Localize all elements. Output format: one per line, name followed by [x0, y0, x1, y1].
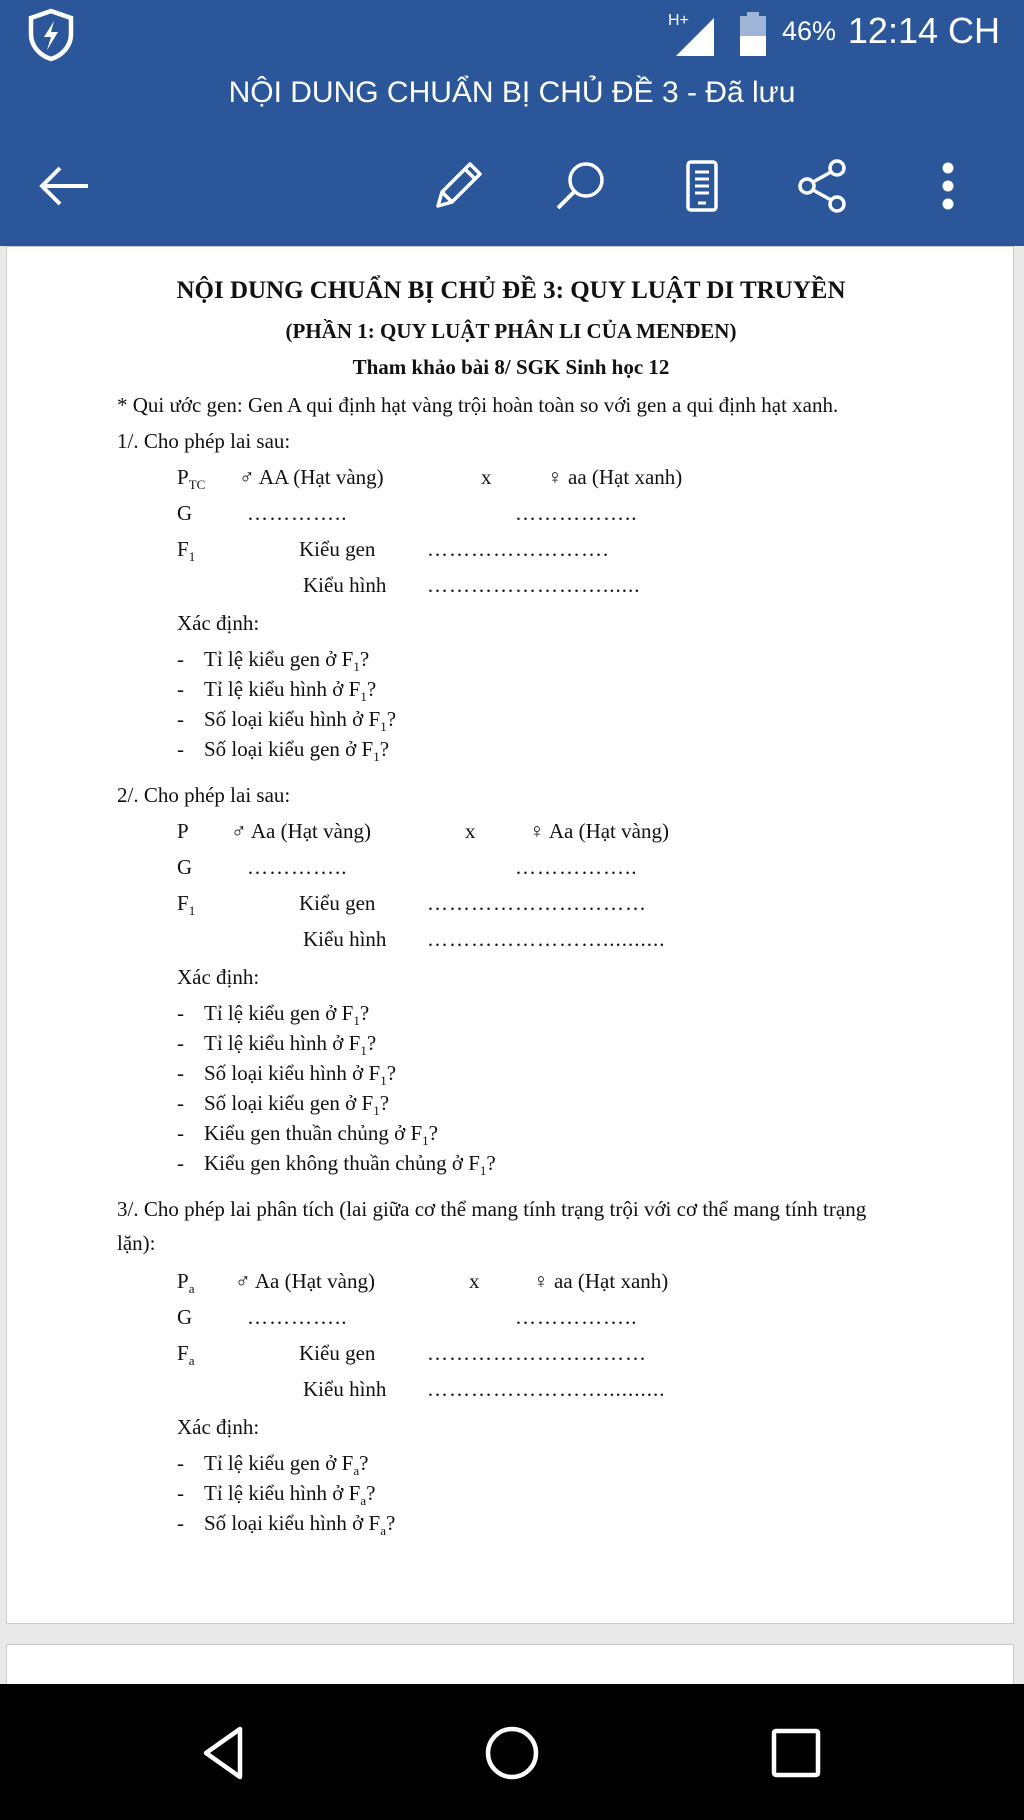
list-item: - Số loại kiểu hình ở $F_1$? — [177, 1061, 397, 1089]
list-item: - Tỉ lệ kiểu gen ở $F_1$? — [177, 647, 370, 675]
list-item: - Tỉ lệ kiểu gen ở $F_a$? — [177, 1451, 369, 1479]
section1-g-label: G — [177, 501, 193, 525]
doc-subtitle: (PHẦN 1: QUY LUẬT PHÂN LI CỦA MENĐEN) — [285, 319, 737, 343]
list-item: - Tỉ lệ kiểu hình ở $F_1$? — [177, 677, 377, 705]
list-item: - Số loại kiểu gen ở $F_1$? — [177, 1091, 390, 1119]
list-item: - Kiểu gen thuần chủng ở $F_1$? — [177, 1121, 438, 1149]
document-title: NỘI DUNG CHUẨN BỊ CHỦ ĐỀ 3 - Đã lưu — [228, 76, 796, 109]
section3-cross: x — [469, 1269, 480, 1293]
edit-button[interactable] — [422, 150, 494, 222]
section3-female-parent: ♀ aa (Hạt xanh) — [533, 1269, 669, 1293]
battery-percent: 46% — [782, 16, 837, 46]
section3-genotype-label: Kiểu gen — [299, 1341, 376, 1365]
list-item: - Tỉ lệ kiểu hình ở $F_a$? — [177, 1481, 376, 1509]
section2-genotype-label: Kiểu gen — [299, 891, 376, 915]
section2-female-parent: ♀ Aa (Hạt vàng) — [529, 819, 669, 843]
section2-g-blank1: ………….. — [247, 855, 348, 879]
section3-phenotype-blank: …………………….......... — [427, 1377, 666, 1401]
section3-phenotype-label: Kiểu hình — [303, 1377, 387, 1401]
section2-g-label: G — [177, 855, 193, 879]
section1-p-label: $P_{TC}$ — [177, 465, 206, 493]
section1-g-blank1: ………….. — [247, 501, 348, 525]
network-type: H+ — [668, 12, 689, 29]
doc-reference: Tham khảo bài 8/ SGK Sinh học 12 — [352, 355, 670, 379]
system-nav-bar — [0, 1684, 1024, 1820]
signal-icon — [674, 14, 716, 56]
toolbar — [0, 128, 1024, 246]
pencil-icon — [428, 156, 488, 216]
section3-heading-line1: 3/. Cho phép lai phân tích (lai giữa cơ thể mang tính trạng trội với cơ thể mang tính trạng — [117, 1197, 867, 1221]
nav-home-button[interactable] — [472, 1718, 552, 1788]
search-icon — [550, 156, 610, 216]
clock: 12:14 CH — [847, 10, 1000, 51]
section1-phenotype-label: Kiểu hình — [303, 573, 387, 597]
section2-g-blank2: …………….. — [515, 855, 638, 879]
reading-view-button[interactable] — [666, 150, 738, 222]
section1-f-label: $F_1$ — [177, 537, 196, 565]
nav-recents-button[interactable] — [756, 1718, 836, 1788]
doc-title: NỘI DUNG CHUẨN BỊ CHỦ ĐỀ 3: QUY LUẬT DI TRUYỀN — [176, 277, 846, 304]
section3-heading-line2: lặn): — [117, 1231, 156, 1255]
back-triangle-icon — [196, 1723, 256, 1783]
recents-square-icon — [766, 1723, 826, 1783]
list-item: - Số loại kiểu gen ở $F_1$? — [177, 737, 390, 765]
more-options-button[interactable] — [912, 150, 984, 222]
section2-heading: 2/. Cho phép lai sau: — [117, 783, 291, 807]
section2-genotype-blank: ………………………… — [427, 891, 647, 915]
status-bar — [0, 0, 1024, 66]
section1-male-parent: ♂ AA (Hạt vàng) — [239, 465, 384, 489]
section3-g-blank2: …………….. — [515, 1305, 638, 1329]
section3-p-label: $P_a$ — [177, 1269, 195, 1297]
section2-phenotype-blank: …………………….......... — [427, 927, 666, 951]
search-button[interactable] — [544, 150, 616, 222]
document-viewport[interactable] — [0, 246, 1024, 1684]
section2-male-parent: ♂ Aa (Hạt vàng) — [231, 819, 371, 843]
list-item: - Số loại kiểu hình ở $F_1$? — [177, 707, 397, 735]
document-page-next — [6, 1644, 1014, 1684]
section2-f-label: $F_1$ — [177, 891, 196, 919]
section2-phenotype-label: Kiểu hình — [303, 927, 387, 951]
section1-phenotype-blank: ……………………...... — [427, 573, 641, 597]
section3-g-blank1: ………….. — [247, 1305, 348, 1329]
section3-determine: Xác định: — [177, 1415, 260, 1439]
section1-determine: Xác định: — [177, 611, 260, 635]
section3-f-label: $F_a$ — [177, 1341, 195, 1369]
share-button[interactable] — [787, 150, 859, 222]
section1-genotype-blank: ……………………. — [427, 537, 610, 561]
section1-female-parent: ♀ aa (Hạt xanh) — [547, 465, 683, 489]
document-page — [6, 246, 1014, 1624]
section3-genotype-blank: ………………………… — [427, 1341, 647, 1365]
section3-g-label: G — [177, 1305, 193, 1329]
section3-male-parent: ♂ Aa (Hạt vàng) — [235, 1269, 375, 1293]
back-arrow-icon — [34, 156, 94, 216]
home-circle-icon — [482, 1723, 542, 1783]
section1-heading: 1/. Cho phép lai sau: — [117, 429, 291, 453]
list-item: - Tỉ lệ kiểu gen ở $F_1$? — [177, 1001, 370, 1029]
gene-convention: * Qui ước gen: Gen A qui định hạt vàng trội hoàn toàn so với gen a qui định hạt xanh. — [117, 393, 839, 417]
list-item: - Tỉ lệ kiểu hình ở $F_1$? — [177, 1031, 377, 1059]
section1-g-blank2: …………….. — [515, 501, 638, 525]
shield-bolt-icon — [26, 8, 76, 62]
reading-view-icon — [672, 156, 732, 216]
list-item: - Kiểu gen không thuần chủng ở $F_1$? — [177, 1151, 496, 1179]
section1-cross: x — [481, 465, 492, 489]
section2-p-label: P — [177, 819, 189, 843]
more-icon — [918, 156, 978, 216]
list-item: - Số loại kiểu hình ở $F_a$? — [177, 1511, 396, 1539]
section2-determine: Xác định: — [177, 965, 260, 989]
section1-genotype-label: Kiểu gen — [299, 537, 376, 561]
nav-back-button[interactable] — [186, 1718, 266, 1788]
section2-cross: x — [465, 819, 476, 843]
battery-icon — [738, 12, 768, 56]
document-title-bar — [0, 66, 1024, 128]
back-button[interactable] — [28, 150, 100, 222]
share-icon — [793, 156, 853, 216]
